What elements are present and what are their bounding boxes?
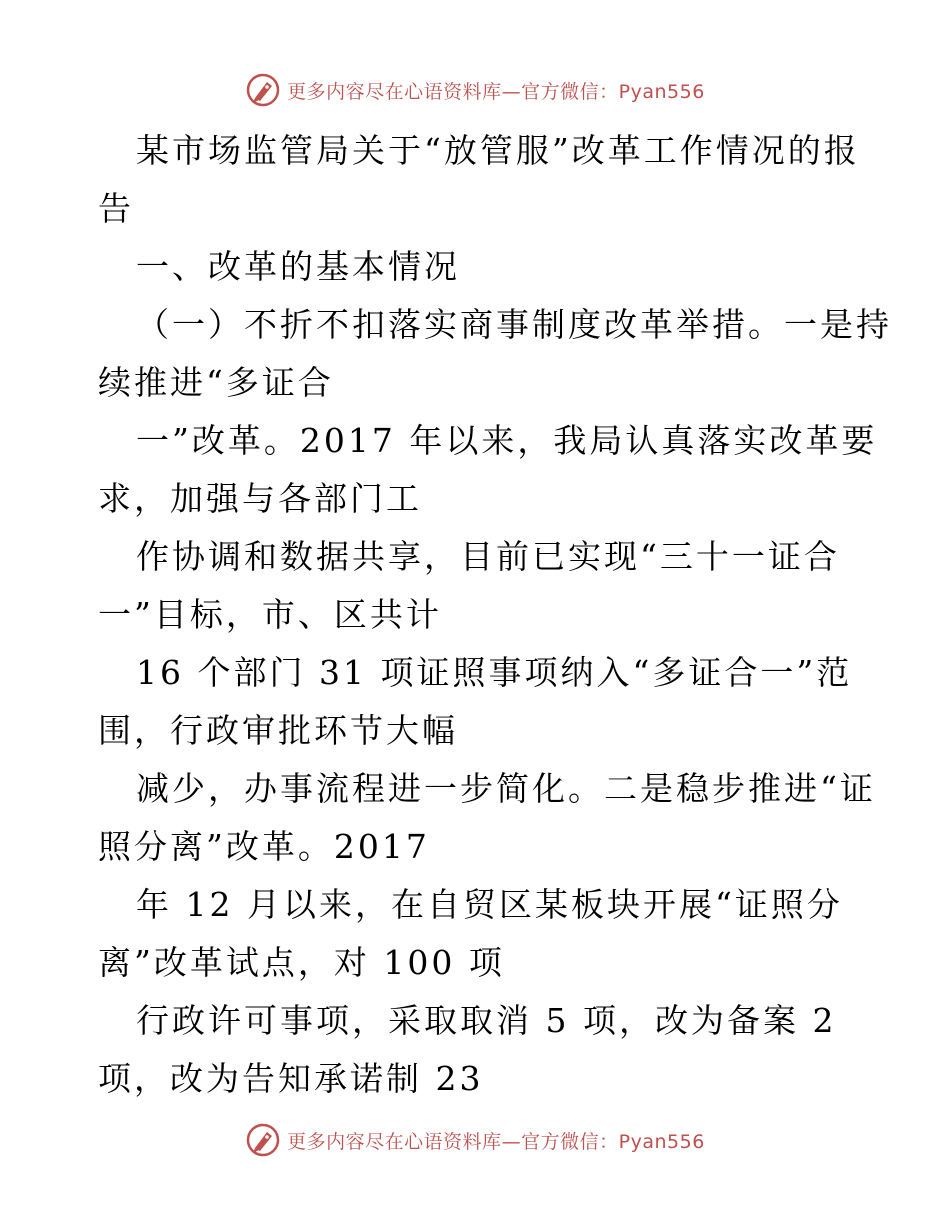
pen-nib-logo-icon [245,72,281,108]
paragraph-line: 一”目标，市、区共计 [98,595,442,634]
paragraph-line: 围，行政审批环节大幅 [98,711,458,750]
paragraph-line: 16 个部门 31 项证照事项纳入“多证合一”范 [136,653,853,692]
doc-title-line-1: 某市场监管局关于“放管服”改革工作情况的报 [136,131,860,170]
paragraph-line: 一”改革。2017 年以来，我局认真落实改革要 [136,421,878,460]
header-banner-text: 更多内容尽在心语资料库—官方微信：Pyan556 [287,80,705,103]
paragraph-line: 减少，办事流程进一步简化。二是稳步推进“证 [136,769,876,808]
section-heading: 一、改革的基本情况 [136,247,460,286]
header-banner [0,70,950,110]
footer-banner-text: 更多内容尽在心语资料库—官方微信：Pyan556 [287,1130,705,1153]
paragraph-line: 照分离”改革。2017 [98,827,430,866]
paragraph-line: 项，改为告知承诺制 23 [98,1059,484,1098]
paragraph-line: 年 12 月以来，在自贸区某板块开展“证照分 [136,885,843,924]
paragraph-line: 离”改革试点，对 100 项 [98,943,505,982]
paragraph-line: （一）不折不扣落实商事制度改革举措。一是持 [136,305,892,344]
paragraph-line: 作协调和数据共享，目前已实现“三十一证合 [136,537,840,576]
document-body [98,122,892,1108]
doc-title-line-2: 告 [98,189,134,228]
paragraph-line: 求，加强与各部门工 [98,479,422,518]
paragraph-line: 续推进“多证合 [98,363,334,402]
paragraph-line: 行政许可事项，采取取消 5 项，改为备案 2 [136,1001,837,1040]
footer-banner [0,1120,950,1160]
pen-nib-logo-icon [245,1122,281,1158]
